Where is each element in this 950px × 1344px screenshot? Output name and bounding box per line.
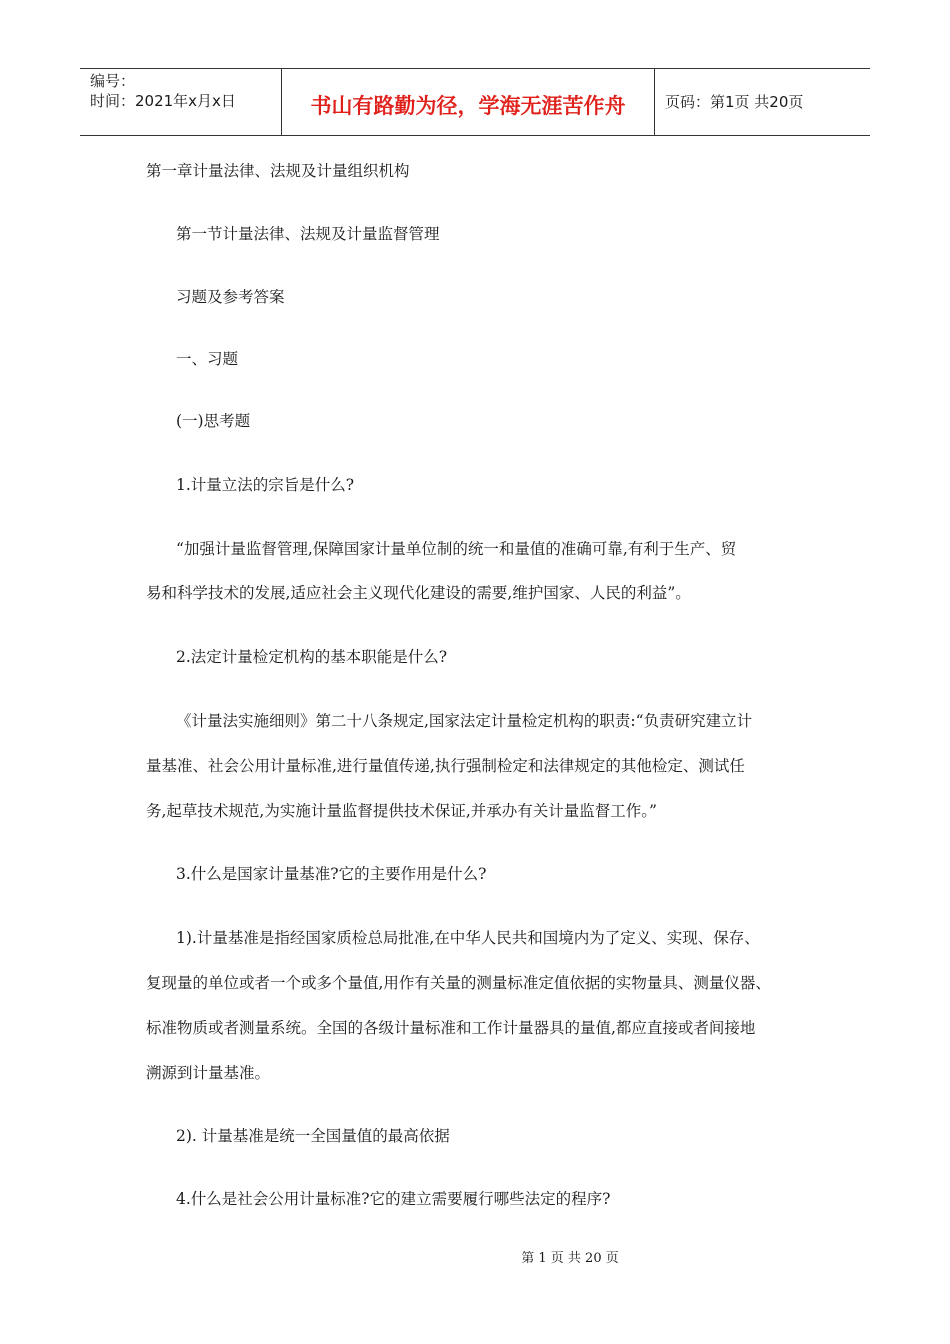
header-page-info: 页码：第1页 共20页 xyxy=(665,93,804,111)
part-heading: 一、习题 xyxy=(176,350,239,368)
answer-2-line-1: 《计量法实施细则》第二十八条规定,国家法定计量检定机构的职责:“负责研究建立计 xyxy=(176,712,753,730)
answer-1-line-1: “加强计量监督管理,保障国家计量单位制的统一和量值的准确可靠,有利于生产、贸 xyxy=(176,540,737,558)
answer-3-line-2: 复现量的单位或者一个或多个量值,用作有关量的测量标准定值依据的实物量具、测量仪器、 xyxy=(146,974,771,992)
answer-2-line-3: 务,起草技术规范,为实施计量监督提供技术保证,并承办有关计量监督工作。” xyxy=(146,802,657,820)
answer-3-line-3: 标准物质或者测量系统。全国的各级计量标准和工作计量器具的量值,都应直接或者间接地 xyxy=(146,1019,756,1037)
question-1: 1.计量立法的宗旨是什么? xyxy=(176,476,355,494)
question-3: 3.什么是国家计量基准?它的主要作用是什么? xyxy=(176,865,487,883)
document-number-label: 编号： xyxy=(90,72,136,90)
question-2: 2.法定计量检定机构的基本职能是什么? xyxy=(176,648,448,666)
answer-2-line-2: 量基准、社会公用计量标准,进行量值传递,执行强制检定和法律规定的其他检定、测试任 xyxy=(146,757,745,775)
question-4: 4.什么是社会公用计量标准?它的建立需要履行哪些法定的程序? xyxy=(176,1190,611,1208)
document-time-label: 时间：2021年x月x日 xyxy=(90,92,236,110)
answer-3-line-4: 溯源到计量基准。 xyxy=(146,1064,271,1082)
question-group-heading: (一)思考题 xyxy=(176,412,251,430)
answer-3-point-2: 2). 计量基准是统一全国量值的最高依据 xyxy=(176,1127,450,1145)
chapter-title: 第一章计量法律、法规及计量组织机构 xyxy=(146,162,410,180)
answer-1-line-2: 易和科学技术的发展,适应社会主义现代化建设的需要,维护国家、人民的利益”。 xyxy=(146,584,691,602)
page-header xyxy=(80,68,870,136)
subsection-title: 习题及参考答案 xyxy=(176,288,285,306)
section-title: 第一节计量法律、法规及计量监督管理 xyxy=(176,225,440,243)
page-footer: 第 1 页 共 20 页 xyxy=(521,1251,619,1266)
header-motto: 书山有路勤为径，学海无涯苦作舟 xyxy=(282,69,655,135)
answer-3-line-1: 1).计量基准是指经国家质检总局批准,在中华人民共和国境内为了定义、实现、保存、 xyxy=(176,929,760,947)
header-meta xyxy=(80,69,282,135)
